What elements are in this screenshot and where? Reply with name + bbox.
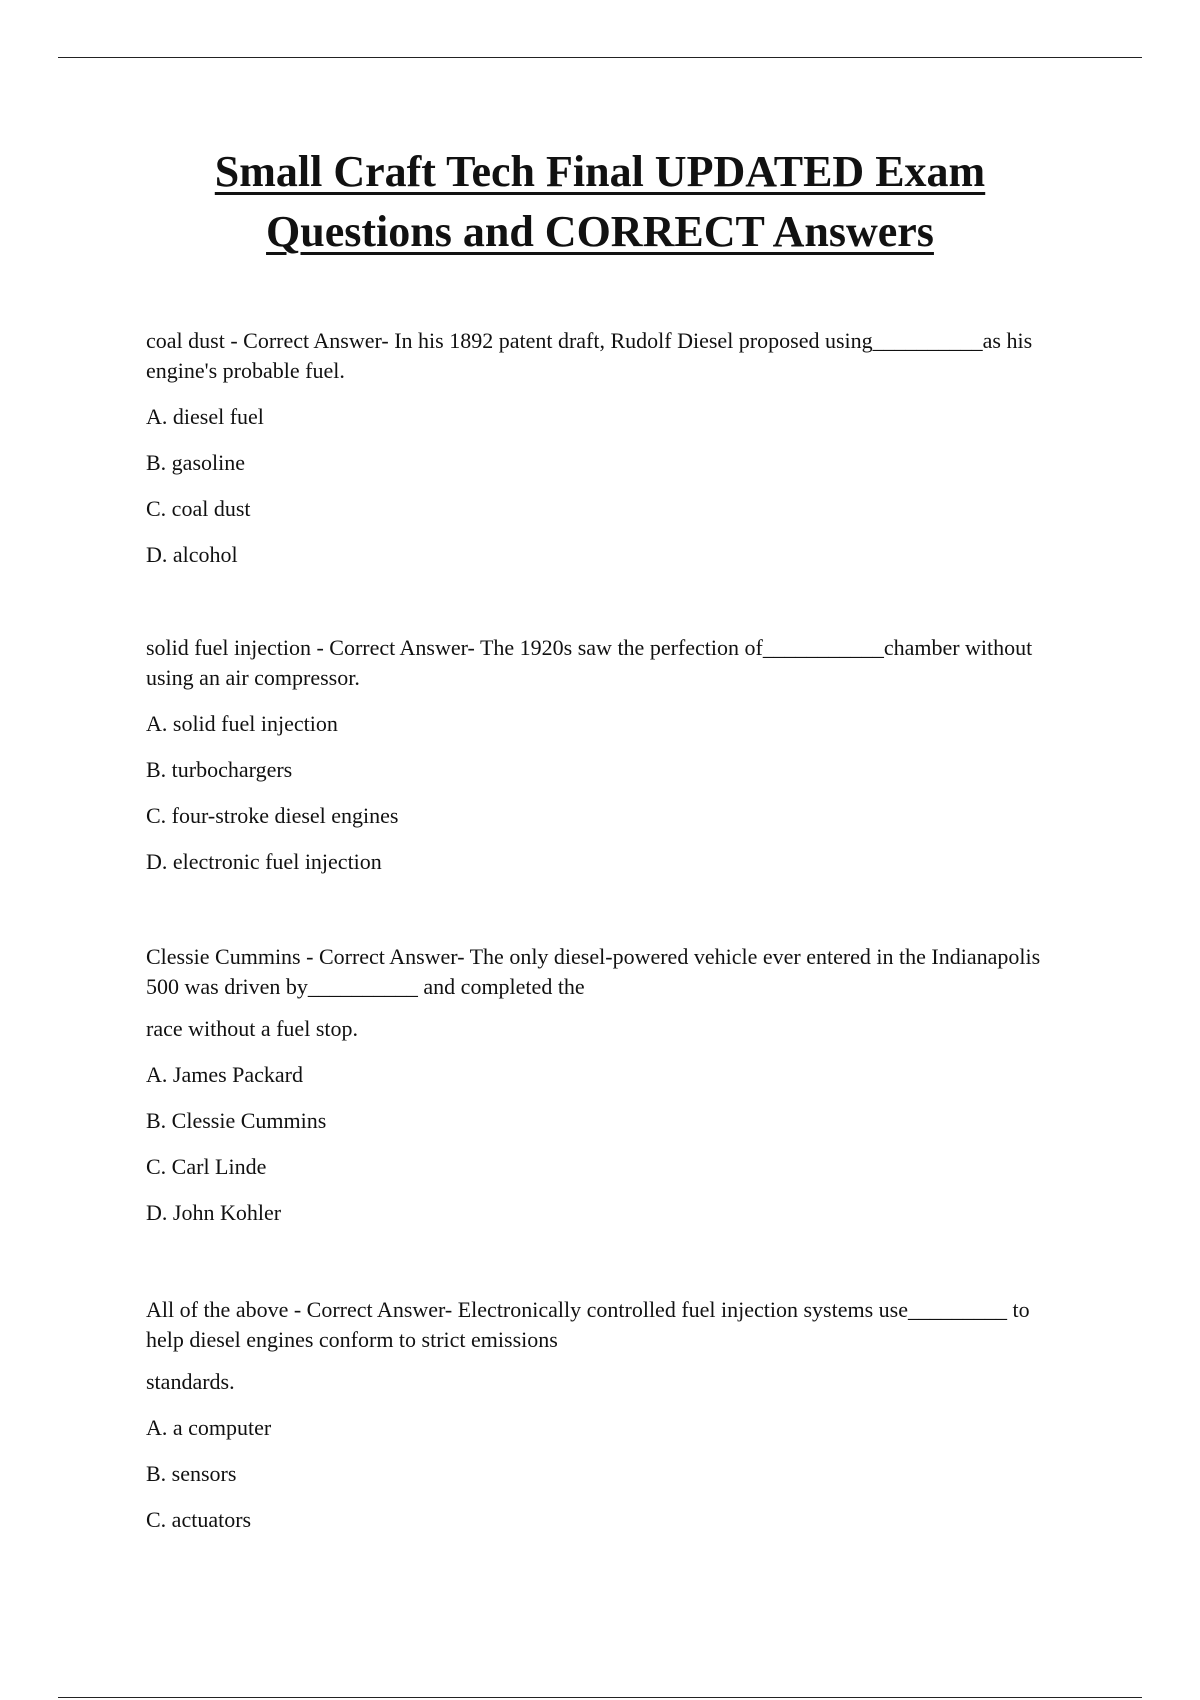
question-text-continuation: standards. bbox=[146, 1369, 235, 1394]
answer-options bbox=[146, 402, 1066, 570]
option-b: B. sensors bbox=[146, 1461, 237, 1486]
option-a: A. a computer bbox=[146, 1415, 272, 1440]
answer-options bbox=[146, 709, 1066, 877]
option-b: B. turbochargers bbox=[146, 757, 293, 782]
answer-options bbox=[146, 1060, 1066, 1228]
question-text-continuation: race without a fuel stop. bbox=[146, 1016, 358, 1041]
option-a: A. solid fuel injection bbox=[146, 711, 338, 736]
title-line-2: Questions and CORRECT Answers bbox=[266, 207, 934, 256]
footer-rule bbox=[58, 1697, 1142, 1698]
option-a: A. diesel fuel bbox=[146, 404, 264, 429]
page-title bbox=[0, 142, 1200, 262]
question-text: coal dust - Correct Answer- In his 1892 patent draft, Rudolf Diesel proposed using__________as his engine's probable fuel. bbox=[146, 328, 1033, 383]
option-c: C. four-stroke diesel engines bbox=[146, 803, 399, 828]
option-c: C. actuators bbox=[146, 1507, 252, 1532]
question-text: solid fuel injection - Correct Answer- The 1920s saw the perfection of___________chamber without using an air compressor. bbox=[146, 635, 1033, 690]
title-line-1: Small Craft Tech Final UPDATED Exam bbox=[214, 147, 986, 196]
option-d: D. John Kohler bbox=[146, 1200, 282, 1225]
option-d: D. electronic fuel injection bbox=[146, 849, 382, 874]
question-text: Clessie Cummins - Correct Answer- The only diesel-powered vehicle ever entered in the Indianapolis 500 was driven by__________ and completed the bbox=[146, 944, 1041, 999]
option-c: C. Carl Linde bbox=[146, 1154, 267, 1179]
option-c: C. coal dust bbox=[146, 496, 251, 521]
answer-options bbox=[146, 1413, 1066, 1535]
question-1 bbox=[146, 326, 1066, 570]
option-a: A. James Packard bbox=[146, 1062, 304, 1087]
question-2 bbox=[146, 633, 1066, 877]
option-b: B. gasoline bbox=[146, 450, 245, 475]
option-b: B. Clessie Cummins bbox=[146, 1108, 327, 1133]
question-3 bbox=[146, 942, 1066, 1228]
question-4 bbox=[146, 1295, 1066, 1535]
header-rule bbox=[58, 57, 1142, 58]
question-text: All of the above - Correct Answer- Electronically controlled fuel injection systems use_________ to help diesel engines conform to strict emissions bbox=[146, 1297, 1030, 1352]
option-d: D. alcohol bbox=[146, 542, 238, 567]
